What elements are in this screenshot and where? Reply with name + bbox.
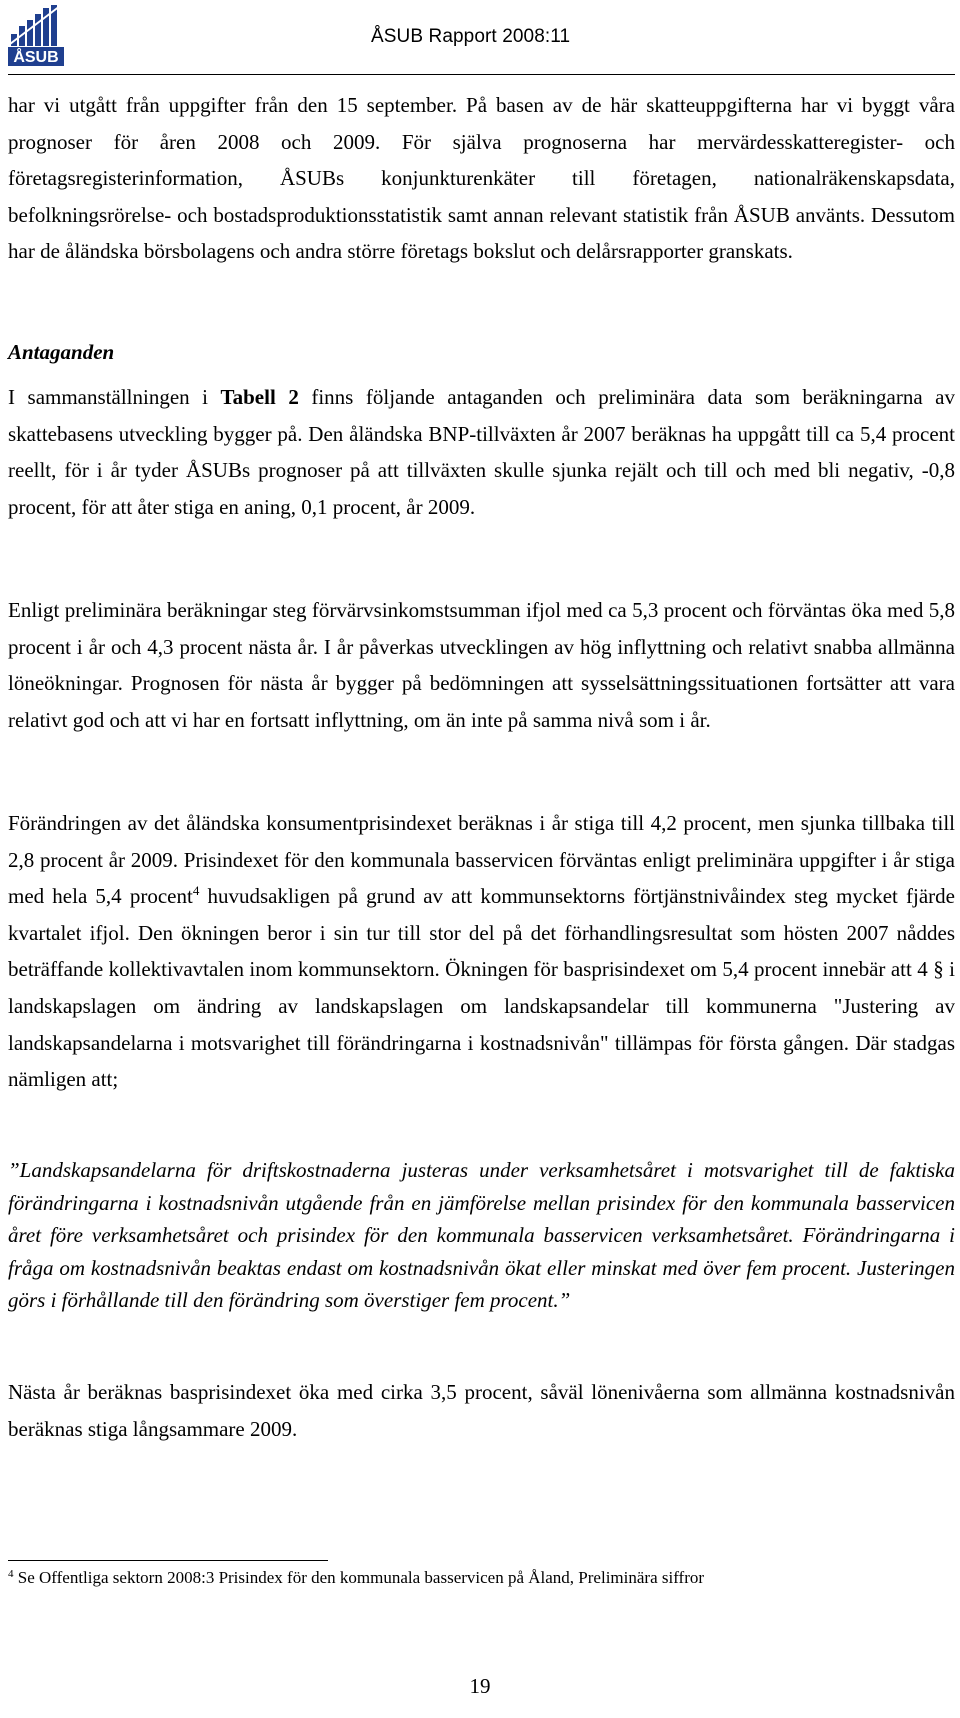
quoted-law-text: ”Landskapsandelarna för driftskostnaderna justeras under verksamhetsåret i motsvarighet till de faktiska förändringarna i kostnadsnivån utgående från en jämförelse mellan prisindex för den kommunala basservicen året före verksamhetsåret och prisindex för den kommunala basservicen verksamhetsåret. Förändringarna i fråga om kostnadsnivån beaktas endast om kostnadsnivån ökat eller minskat med över fem procent. Justeringen görs i förhållande till den förändring som överstiger fem procent.” <box>8 1158 955 1313</box>
paragraph-assumptions <box>8 379 955 525</box>
table-reference: Tabell 2 <box>220 385 299 409</box>
page-number: 19 <box>469 1674 491 1698</box>
footnote-divider <box>8 1560 328 1561</box>
page-header <box>8 4 953 72</box>
header-divider <box>8 74 955 75</box>
paragraph-text: Förändringen av det åländska konsumentprisindexet beräknas i år stiga till 4,2 procent, men sjunka tillbaka till 2,8 procent år 2009. Prisindexet för den kommunala basservicen förväntas enligt preliminära uppgifter i år stiga med hela 5,4 procent <box>8 811 955 909</box>
section-heading-antaganden: Antaganden <box>8 340 115 364</box>
footnote-number: 4 <box>8 1568 14 1580</box>
paragraph-text: finns följande antaganden och preliminära data som beräkningarna av skattebasens utveckling bygger på. Den åländska BNP-tillväxten år 2007 beräknas ha uppgått till ca 5,4 procent reellt, för i år tyder ÅSUBs prognoser på att tillväxten skulle sjunka rejält och till och med bli negativ, -0,8 procent, för att åter stiga en aning, 0,1 procent, år 2009. <box>8 385 956 519</box>
paragraph-price-index <box>8 805 955 1098</box>
footnote-text: Se Offentliga sektorn 2008:3 Prisindex för den kommunala basservicen på Åland, Preliminära siffror <box>13 1568 705 1587</box>
footnote-marker: 4 <box>192 883 200 899</box>
footnote <box>8 1567 704 1589</box>
paragraph-data-sources: har vi utgått från uppgifter från den 15 september. På basen av de här skatteuppgifterna har vi byggt våra prognoser för åren 2008 och 2009. För själva prognoserna har mervärdesskatteregister- och företagsregisterinformation, ÅSUBs konjunkturenkäter till företagen, nationalräkenskapsdata, befolkningsrörelse- och bostadsproduktionsstatistik samt annan relevant statistik från ÅSUB använts. Dessutom har de åländska börsbolagens och andra större företags bokslut och delårsrapporter granskats. <box>8 93 955 264</box>
paragraph-text: I sammanställningen i <box>8 385 221 409</box>
paragraph-text: huvudsakligen på grund av att kommunsektorns förtjänstnivåindex steg mycket fjärde kvartalet ifjol. Den ökningen beror i sin tur till stor del på det förhandlingsresultat som hösten 2007 nåddes beträffande kollektivavtalen inom kommunsektorn. Ökningen för basprisindexet om 5,4 procent innebär att 4 § i landskapslagen om ändring av landskapslagen om landskapsandelar till kommunerna "Justering av landskapsandelarna i motsvarighet till förändringarna i kostnadsnivån" tillämpas för första gången. Där stadgas nämligen att; <box>8 884 955 1092</box>
paragraph-outlook: Nästa år beräknas basprisindexet öka med cirka 3,5 procent, såväl lönenivåerna som allmänna kostnadsnivån beräknas stiga långsammare 2009. <box>8 1380 955 1441</box>
asub-logo <box>8 4 64 66</box>
paragraph-income: Enligt preliminära beräkningar steg förvärvsinkomstsumman ifjol med ca 5,3 procent och förväntas öka med 5,8 procent i år och 4,3 procent nästa år. I år påverkas utvecklingen av hög inflyttning och relativt snabba allmänna löneökningar. Prognosen för nästa år bygger på bedömningen att sysselsättningssituationen fortsätter att vara relativt god och att vi har en fortsatt inflyttning, om än inte på samma nivå som i år. <box>8 598 955 732</box>
report-title: ÅSUB Rapport 2008:11 <box>371 26 571 47</box>
logo-text: ÅSUB <box>13 49 59 66</box>
